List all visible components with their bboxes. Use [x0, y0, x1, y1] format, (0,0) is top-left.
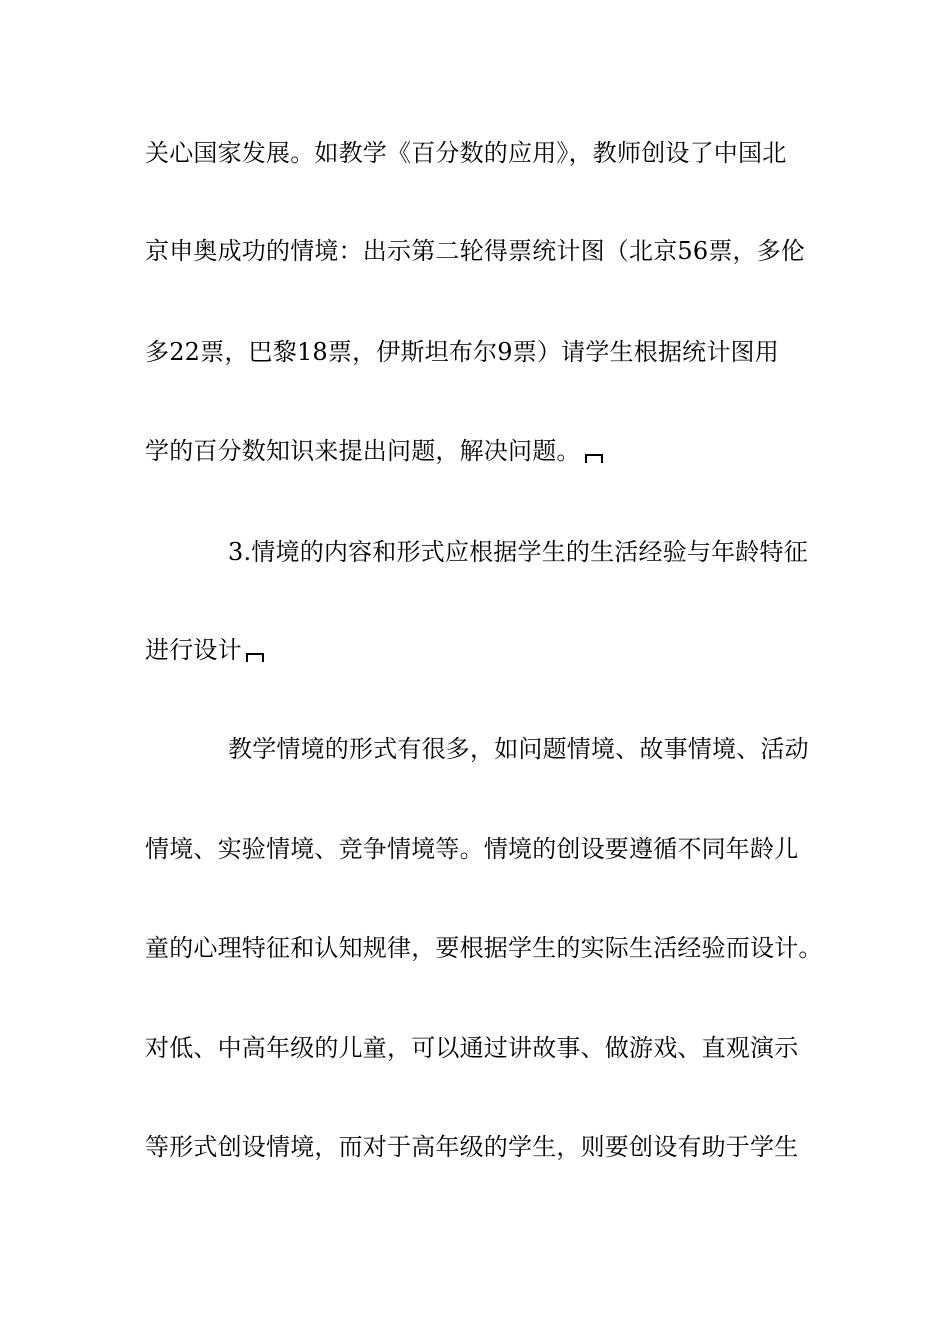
text-line: 情境、实验情境、竞争情境等。情境的创设要遵循不同年龄儿 [145, 835, 799, 863]
text-line: 多22票，巴黎18票，伊斯坦布尔9票）请学生根据统计图用 [145, 338, 779, 366]
section-heading-line: 3.情境的内容和形式应根据学生的生活经验与年龄特征 [228, 538, 808, 566]
section-heading-line-with-mark [145, 635, 815, 665]
section-heading-continuation: 进行设计 [145, 636, 242, 664]
paragraph-mark-icon [585, 454, 603, 463]
text-line: 学的百分数知识来提出问题，解决问题。 [145, 437, 581, 465]
text-line-with-mark [145, 436, 815, 466]
text-line: 对低、中高年级的儿童，可以通过讲故事、做游戏、直观演示 [145, 1034, 799, 1062]
text-line: 京申奥成功的情境：出示第二轮得票统计图（北京56票，多伦 [145, 237, 806, 265]
text-line: 童的心理特征和认知规律，要根据学生的实际生活经验而设计。 [145, 934, 823, 962]
text-line: 关心国家发展。如教学《百分数的应用》，教师创设了中国北 [145, 139, 787, 167]
paragraph-first-line: 教学情境的形式有很多，如问题情境、故事情境、活动 [228, 735, 809, 763]
text-line: 等形式创设情境，而对于高年级的学生，则要创设有助于学生 [145, 1133, 799, 1161]
paragraph-mark-icon [246, 653, 264, 662]
